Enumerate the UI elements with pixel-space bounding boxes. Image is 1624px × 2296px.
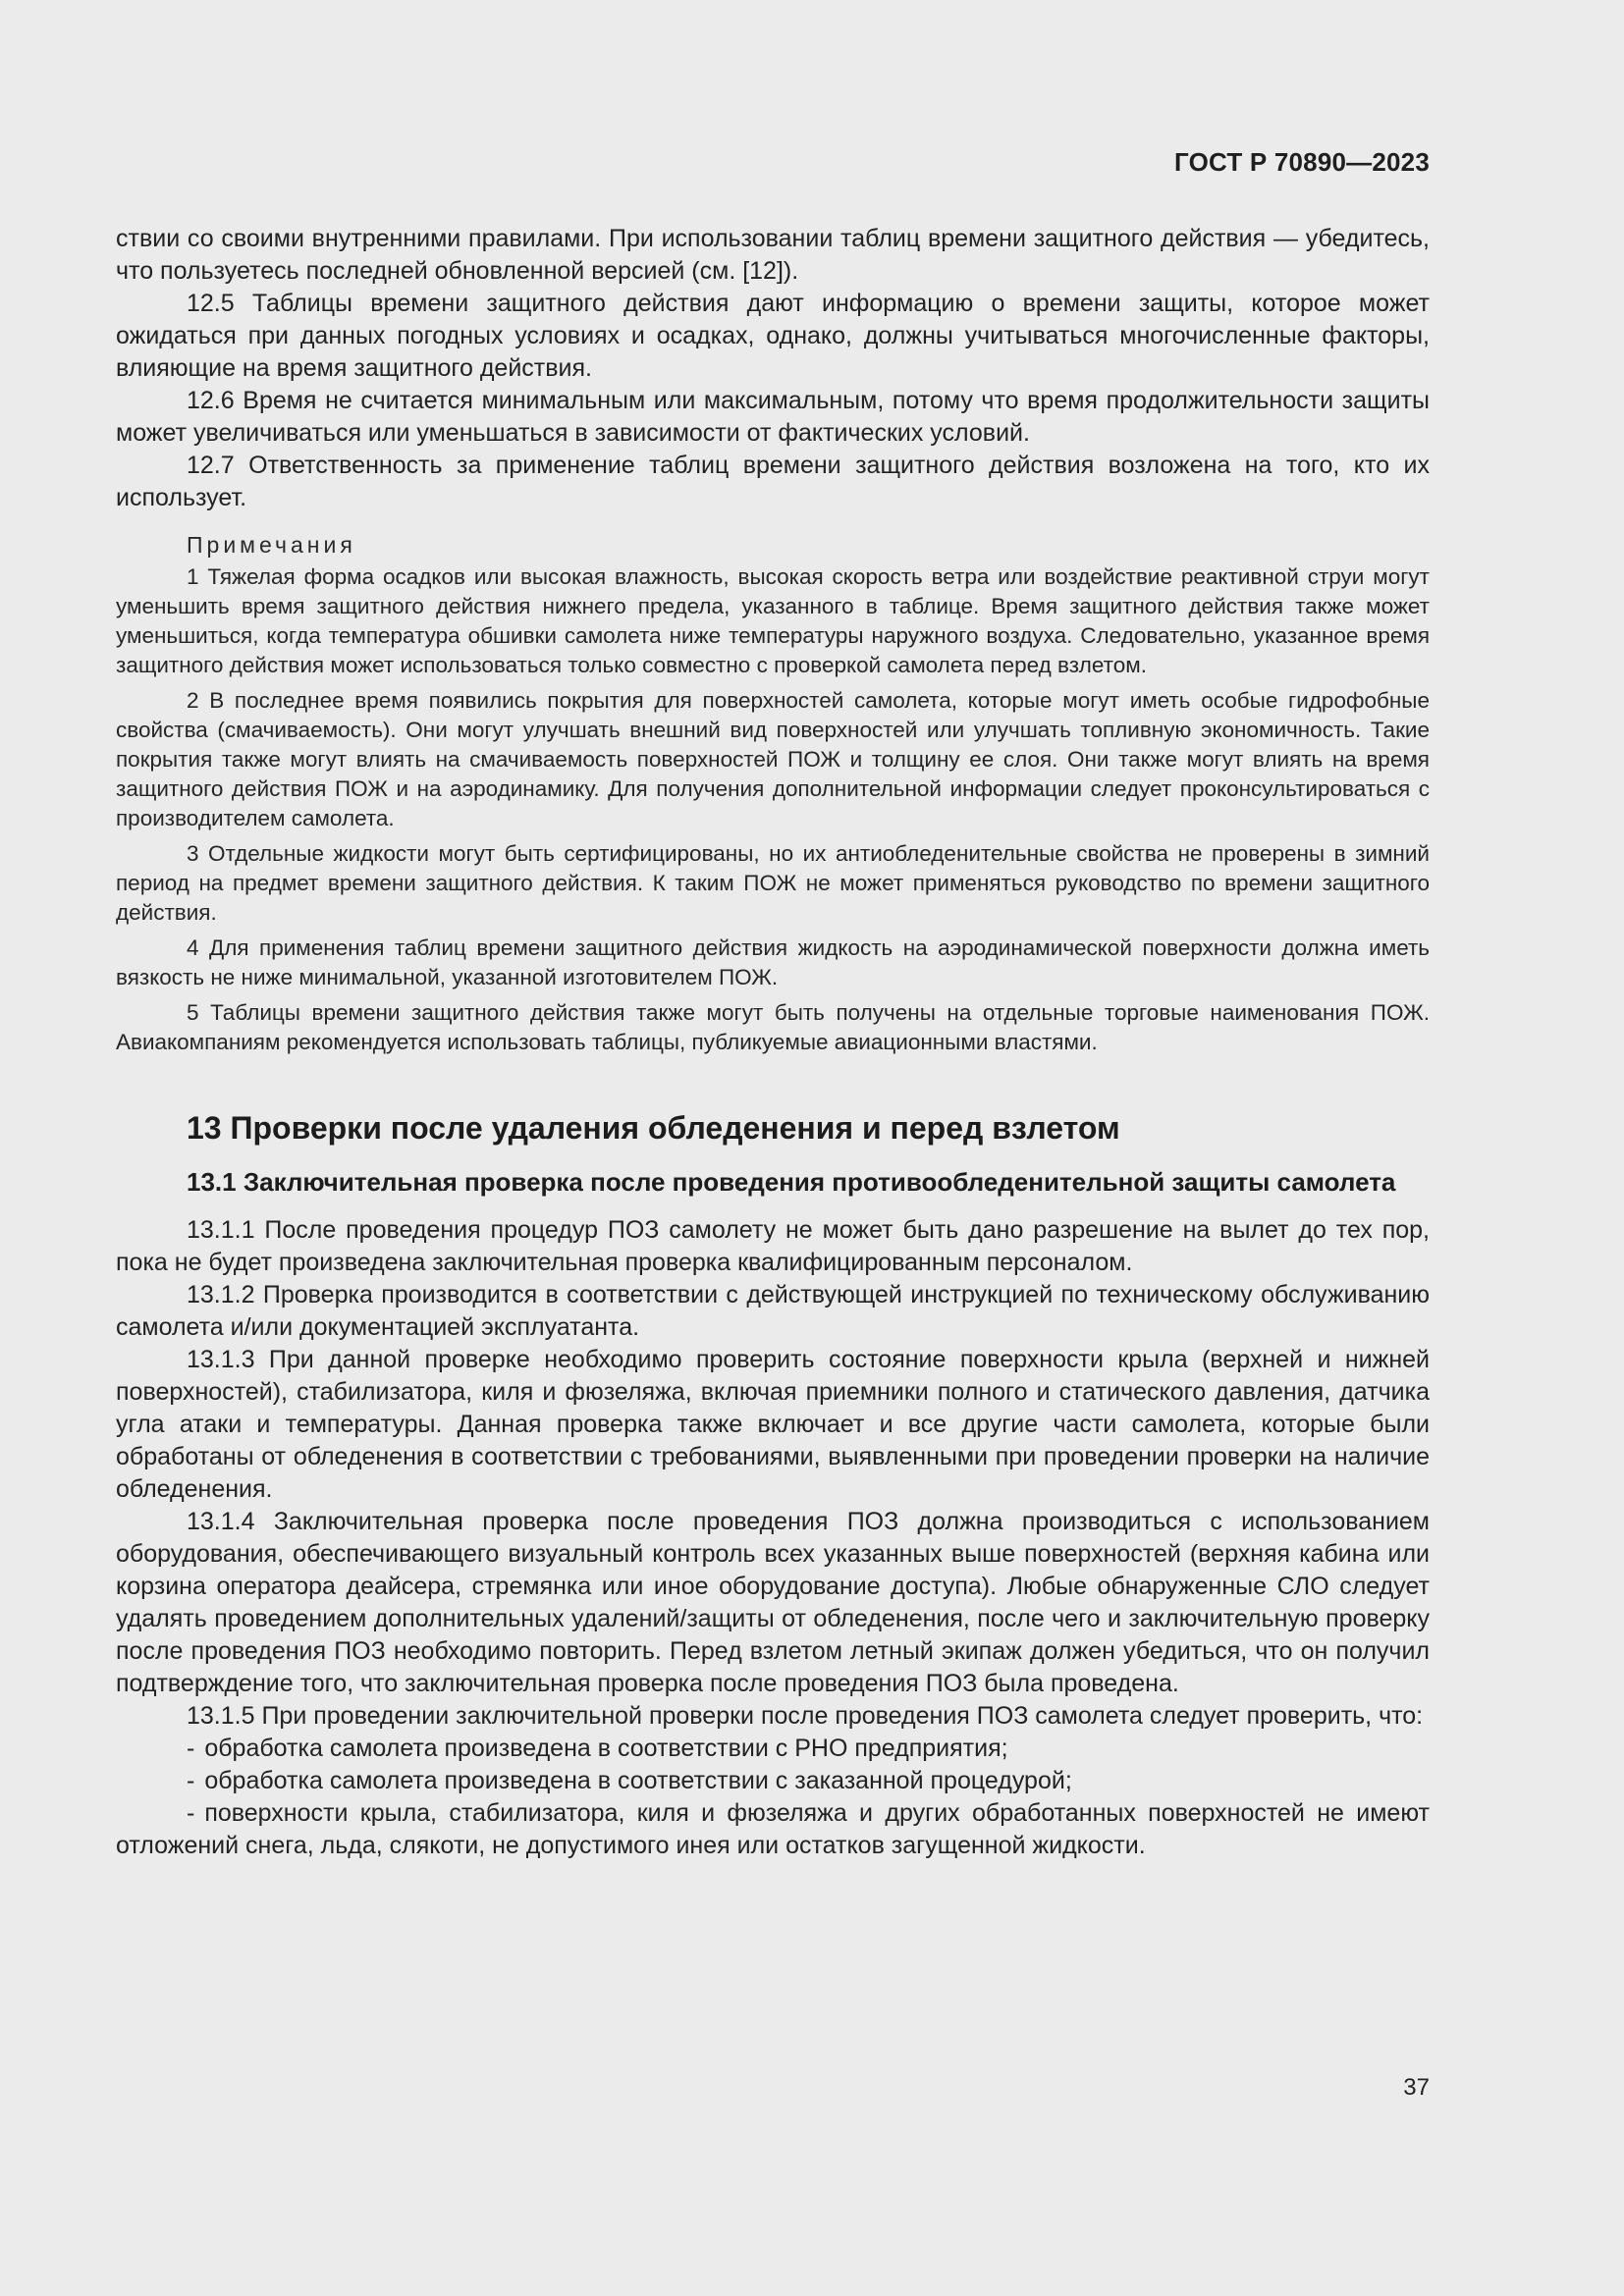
paragraph-12-7: 12.7 Ответственность за применение таблиц времени защитного действия возложена на того, кто их использует. — [116, 452, 1430, 511]
list-item — [116, 1765, 1430, 1797]
paragraph-13-1-1: 13.1.1 После проведения процедур ПОЗ самолету не может быть дано разрешение на вылет до тех пор, пока не будет произведена заключительная проверка квалифицированным персоналом. — [116, 1216, 1430, 1276]
section-13-heading: 13 Проверки после удаления обледенения и перед взлетом — [187, 1110, 1120, 1146]
list-item — [116, 1733, 1430, 1765]
page-header-standard-code: ГОСТ Р 70890—2023 — [1174, 147, 1430, 177]
paragraph-12-5: 12.5 Таблицы времени защитного действия дают информацию о времени защиты, которое может ожидаться при данных погодных условиях и осадках, однако, должны учитываться многочисленные факторы, влияющие на время защитного действия. — [116, 290, 1430, 382]
note-3: 3 Отдельные жидкости могут быть сертифицированы, но их антиобледенительные свойства не проверены в зимний период на предмет времени защитного действия. К таким ПОЖ не может применяться руководство по времени защитного действия. — [116, 841, 1430, 925]
list-dash: - — [187, 1767, 195, 1794]
paragraph-13-1-5: 13.1.5 При проведении заключительной проверки после проведения ПОЗ самолета следует проверить, что: — [187, 1702, 1424, 1730]
paragraph-13-1-4: 13.1.4 Заключительная проверка после проведения ПОЗ должна производиться с использованием оборудования, обеспечивающего визуальный контроль всех указанных выше поверхностей (верхняя кабина или корзина оператора деайсера, стремянка или иное оборудование доступа). Любые обнаруженные СЛО следует удалять проведением дополнительных удалений/защиты от обледенения, после чего и заключительную проверку после проведения ПОЗ необходимо повторить. Перед взлетом летный экипаж должен убедиться, что он получил подтверждение того, что заключительная проверка после проведения ПОЗ была проведена. — [116, 1508, 1430, 1697]
list-dash: - — [187, 1735, 195, 1762]
paragraph-12-6: 12.6 Время не считается минимальным или максимальным, потому что время продолжительности защиты может увеличиваться или уменьшаться в зависимости от фактических условий. — [116, 387, 1430, 447]
list-item-text: обработка самолета произведена в соответствии с РНО предприятия; — [204, 1735, 1008, 1762]
paragraph-13-1-2: 13.1.2 Проверка производится в соответствии с действующей инструкцией по техническому обслуживанию самолета и/или документацией эксплуатанта. — [116, 1281, 1430, 1341]
notes-title: Примечания — [187, 532, 356, 558]
paragraph-continuation: ствии со своими внутренними правилами. При использовании таблиц времени защитного действия — убедитесь, что пользуетесь последней обновленной версией (см. [12]). — [116, 225, 1430, 285]
document-body — [116, 223, 1430, 1862]
notes-block — [116, 530, 1430, 1057]
note-2: 2 В последнее время появились покрытия для поверхностей самолета, которые могут иметь особые гидрофобные свойства (смачиваемость). Они могут улучшать внешний вид поверхностей или улучшать топливную экономичность. Такие покрытия также могут влиять на смачиваемость поверхностей ПОЖ и толщину ее слоя. Они также могут влиять на время защитного действия ПОЖ и на аэродинамику. Для получения дополнительной информации следует проконсультироваться с производителем самолета. — [116, 688, 1430, 830]
subsection-13-1-heading: 13.1 Заключительная проверка после проведения противообледенительной защиты самолета — [187, 1167, 1396, 1197]
note-5: 5 Таблицы времени защитного действия также могут быть получены на отдельные торговые наименования ПОЖ. Авиакомпаниям рекомендуется использовать таблицы, публикуемые авиационными властями. — [116, 1000, 1430, 1054]
list-item-text: обработка самолета произведена в соответствии с заказанной процедурой; — [204, 1767, 1072, 1794]
list-item-text: поверхности крыла, стабилизатора, киля и фюзеляжа и других обработанных поверхностей не имеют отложений снега, льда, слякоти, не допустимого инея или остатков загущенной жидкости. — [116, 1799, 1430, 1859]
note-1: 1 Тяжелая форма осадков или высокая влажность, высокая скорость ветра или воздействие реактивной струи могут уменьшить время защитного действия нижнего предела, указанного в таблице. Время защитного действия также может уменьшиться, когда температура обшивки самолета ниже температуры наружного воздуха. Следовательно, указанное время защитного действия может использоваться только совместно с проверкой самолета перед взлетом. — [116, 564, 1430, 677]
page-number: 37 — [1403, 2074, 1430, 2101]
list-dash: - — [187, 1799, 195, 1827]
paragraph-13-1-3: 13.1.3 При данной проверке необходимо проверить состояние поверхности крыла (верхней и нижней поверхностей), стабилизатора, киля и фюзеляжа, включая приемники полного и статического давления, датчика угла атаки и температуры. Данная проверка также включает и все другие части самолета, которые были обработаны от обледенения в соответствии с требованиями, выявленными при проведении проверки на наличие обледенения. — [116, 1346, 1430, 1503]
list-item — [116, 1797, 1430, 1862]
note-4: 4 Для применения таблиц времени защитного действия жидкость на аэродинамической поверхности должна иметь вязкость не ниже минимальной, указанной изготовителем ПОЖ. — [116, 935, 1430, 989]
